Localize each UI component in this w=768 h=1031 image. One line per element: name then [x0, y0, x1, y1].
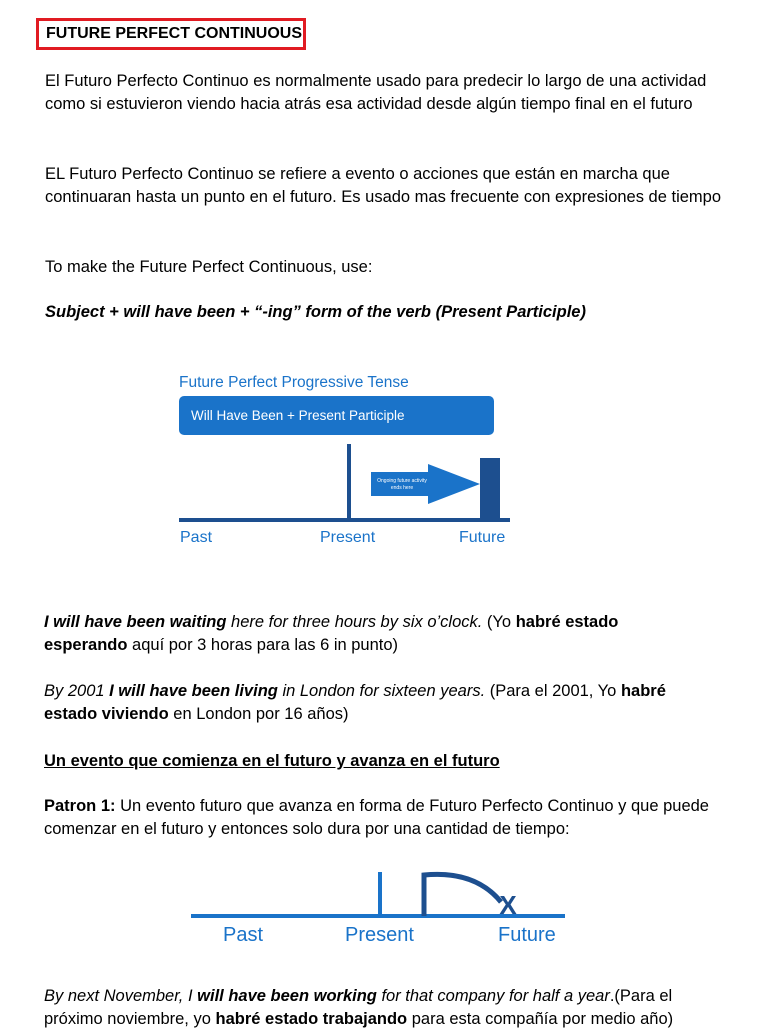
end-mark: X [499, 890, 517, 920]
label-past: Past [180, 529, 213, 546]
example-1: I will have been waiting here for three hours by six o’clock. (Yo habré estado esperando aquí por 3 horas para las 6 in punto) [44, 613, 619, 654]
timeline-axis [179, 518, 510, 522]
intro-paragraph-1: El Futuro Perfecto Continuo es normalmente usado para predecir lo largo de una actividad como si estuvieron viendo hacia atrás esa actividad desde algún tiempo final en el futuro [45, 72, 707, 113]
intro-paragraph-3: To make the Future Perfect Continuous, use: [45, 258, 373, 276]
present-marker [347, 444, 351, 520]
future-end-bar [480, 458, 500, 520]
intro-paragraph-2: EL Futuro Perfecto Continuo se refiere a evento o acciones que están en marcha que continuaran hasta un punto en el futuro. Es usado mas frecuente con expresiones de tiempo [45, 165, 722, 206]
arrow-text-line-1: Ongoing future activity [377, 478, 427, 484]
ongoing-activity-arrow [371, 464, 480, 504]
formula: Subject + will have been + “-ing” form of the verb (Present Participle) [45, 303, 586, 321]
label-future-2: Future [498, 924, 556, 946]
pattern-1-timeline [185, 862, 575, 952]
label-present-2: Present [345, 924, 414, 946]
arrow-text-line-2: ends here [390, 485, 414, 491]
example-2: By 2001 I will have been living in London for sixteen years. (Para el 2001, Yo habré estado viviendo en London por 16 años) [44, 682, 666, 723]
label-past-2: Past [223, 924, 264, 946]
last-example: By next November, I will have been working for that company for half a year.(Para el próximo noviembre, yo habré estado trabajando para esta compañía por medio año) [44, 987, 674, 1028]
label-future: Future [459, 529, 506, 546]
future-activity-curve [424, 874, 501, 916]
diagram-title: Future Perfect Progressive Tense [179, 374, 409, 391]
section-heading: Un evento que comienza en el futuro y avanza en el futuro [44, 752, 500, 770]
label-present: Present [320, 529, 376, 546]
formula-banner-text: Will Have Been + Present Participle [191, 408, 405, 423]
patron-1: Patron 1: Un evento futuro que avanza en forma de Futuro Perfecto Continuo y que puede comenzar en el futuro y entonces solo dura por una cantidad de tiempo: [44, 797, 709, 838]
future-perfect-progressive-diagram [170, 362, 520, 562]
page-title: FUTURE PERFECT CONTINUOUS [46, 25, 302, 42]
present-marker-2 [378, 872, 382, 916]
